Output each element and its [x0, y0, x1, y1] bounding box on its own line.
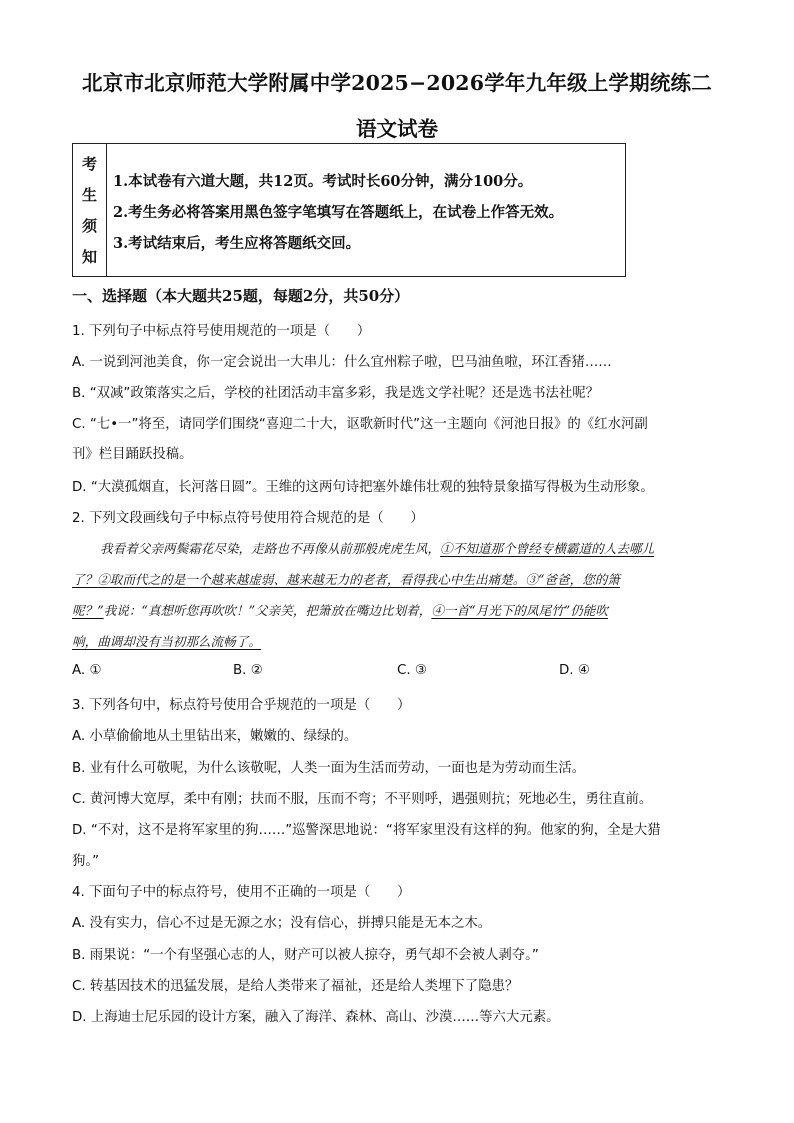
label-char: 知 — [81, 248, 97, 266]
question-4-option-d: D. 上海迪士尼乐园的设计方案，融入了海洋、森林、高山、沙漠……等六大元素。 — [72, 1010, 560, 1025]
passage-text: 我说：“真想听您再吹吹！”父亲笑，把箫放在嘴边比划着， — [103, 603, 432, 618]
instruction-item: 1.本试卷有六道大题，共12页。考试时长60分钟，满分100分。 — [113, 173, 533, 190]
question-2-option-b: B. ② — [233, 663, 263, 678]
question-1-option-b: B. “双减”政策落实之后，学校的社团活动丰富多彩，我是选文学社呢？还是选书法社呢？ — [72, 386, 600, 401]
underlined-sentence: ①不知道那个曾经专横霸道的人去哪儿 — [440, 541, 655, 556]
underlined-sentence: ④一首“月光下的凤尾竹”仍能吹 — [431, 603, 608, 618]
underlined-sentence: ③“爸爸，您的箫 — [525, 572, 620, 587]
question-4-option-a: A. 没有实力，信心不过是无源之水；没有信心，拼搏只能是无本之木。 — [72, 916, 492, 931]
question-1-option-d: D. “大漠孤烟直，长河落日圆”。王维的这两句诗把塞外雄伟壮观的独特景象描写得极为生动形象。 — [72, 480, 654, 495]
question-3-option-c: C. 黄河博大宽厚，柔中有刚；扶而不服，压而不弯；不平则呼，遇强则抗；死地必生，勇往直前。 — [72, 792, 653, 807]
exam-title: 北京市北京师范大学附属中学2025−2026学年九年级上学期统练二 — [82, 71, 712, 95]
underlined-sentence: 响，曲调却没有当初那么流畅了。 — [72, 634, 261, 649]
passage-line — [72, 600, 608, 619]
question-3-stem: 3. 下列各句中，标点符号使用合乎规范的一项是（ ） — [72, 698, 411, 713]
passage-text: 我看着父亲两鬓霜花尽染，走路也不再像从前那般虎虎生风， — [100, 541, 441, 556]
question-1-option-c-cont: 刊》栏目踊跃投稿。 — [72, 447, 193, 462]
question-1-option-a: A. 一说到河池美食，你一定会说出一大串儿：什么宜州粽子啦，巴马油鱼啦，环江香猪…… — [72, 355, 612, 370]
instructions-box — [72, 143, 626, 277]
question-4-option-c: C. 转基因技术的迅猛发展，是给人类带来了福祉，还是给人类埋下了隐患？ — [72, 979, 519, 994]
question-4-option-b: B. 雨果说：“一个有坚强心志的人，财产可以被人掠夺，勇气却不会被人剥夺。” — [72, 948, 539, 963]
instruction-item: 2.考生务必将答案用黑色签字笔填写在答题纸上，在试卷上作答无效。 — [113, 204, 564, 221]
question-2-option-d: D. ④ — [559, 663, 590, 678]
passage-line — [100, 538, 654, 557]
label-char: 须 — [81, 217, 97, 235]
question-4-stem: 4. 下面句子中的标点符号，使用不正确的一项是（ ） — [72, 885, 411, 900]
question-3-option-b: B. 业有什么可敬呢，为什么该敬呢，人类一面为生活而劳动，一面也是为劳动而生活。 — [72, 761, 586, 776]
question-3-option-a: A. 小草偷偷地从土里钻出来，嫩嫩的、绿绿的。 — [72, 729, 358, 744]
question-1-stem: 1. 下列句子中标点符号使用规范的一项是（ ） — [72, 324, 371, 339]
question-3-option-d: D. “不对，这不是将军家里的狗……”巡警深思地说：“将军家里没有这样的狗。他家的狗，全是大猎 — [72, 823, 661, 838]
question-1-option-c: C. “七•一”将至，请同学们围绕“喜迎二十大，讴歌新时代”这一主题向《河池日报》的《红水河副 — [72, 417, 648, 432]
passage-line — [72, 569, 620, 588]
question-2-option-c: C. ③ — [397, 663, 427, 678]
instructions-list — [113, 166, 621, 259]
section-heading: 一、选择题（本大题共25题，每题2分，共50分） — [72, 287, 410, 305]
exam-subtitle: 语文试卷 — [356, 117, 438, 141]
question-2-option-a: A. ① — [72, 663, 102, 678]
instructions-label — [73, 144, 107, 276]
question-3-option-d-cont: 狗。” — [72, 854, 100, 869]
underlined-sentence: 呢？” — [72, 603, 104, 618]
passage-line — [72, 631, 261, 650]
underlined-sentence: ②取而代之的是一个越来越虚弱、越来越无力的老者，看得我心中生出痛楚。 — [97, 572, 526, 587]
underlined-sentence: 了？ — [72, 572, 98, 587]
label-char: 考 — [81, 155, 97, 173]
instruction-item: 3.考试结束后，考生应将答题纸交回。 — [113, 235, 361, 252]
question-2-stem: 2. 下列文段画线句子中标点符号使用符合规范的是（ ） — [72, 511, 424, 526]
label-char: 生 — [81, 186, 97, 204]
